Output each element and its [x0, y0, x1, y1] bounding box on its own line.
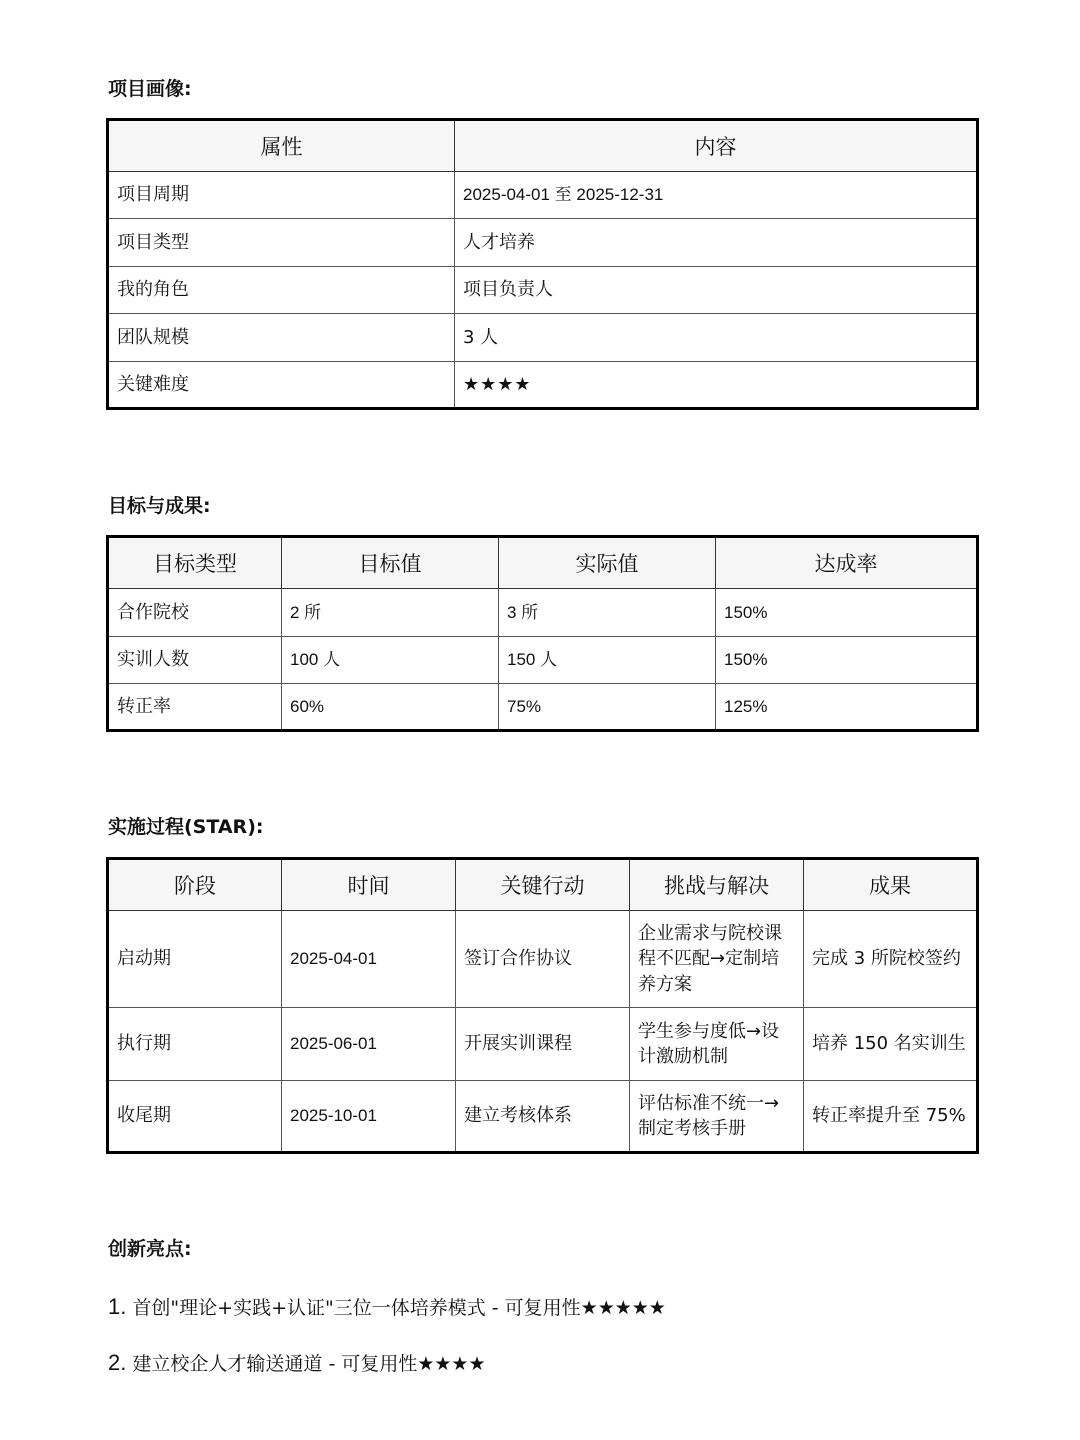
table-row — [108, 1081, 978, 1153]
attr-cell: 团队规模 — [108, 314, 455, 362]
goal-rate-cell: 125% — [716, 684, 978, 731]
stage-cell: 执行期 — [108, 1008, 282, 1081]
table-row — [108, 362, 978, 409]
value-cell: 2025-04-01 至 2025-12-31 — [455, 172, 978, 219]
highlight-item — [108, 1352, 485, 1374]
table-row — [108, 911, 978, 1008]
goal-target-cell: 2 所 — [282, 589, 499, 637]
goal-type-cell: 实训人数 — [108, 637, 282, 684]
attr-cell: 我的角色 — [108, 267, 455, 314]
goal-target-cell: 100 人 — [282, 637, 499, 684]
goal-actual-cell: 3 所 — [499, 589, 716, 637]
attr-cell: 项目类型 — [108, 219, 455, 267]
table-header-row — [108, 120, 978, 172]
goals-section-title: 目标与成果: — [108, 495, 211, 517]
table-row — [108, 684, 978, 731]
column-header: 关键行动 — [456, 859, 630, 911]
goal-rate-cell: 150% — [716, 589, 978, 637]
table-row — [108, 589, 978, 637]
table-row — [108, 1008, 978, 1081]
column-header: 成果 — [804, 859, 978, 911]
column-header: 目标类型 — [108, 537, 282, 589]
result-cell: 转正率提升至 75% — [804, 1081, 978, 1153]
challenge-cell: 评估标准不统一→制定考核手册 — [630, 1081, 804, 1153]
table-header-row — [108, 859, 978, 911]
goal-actual-cell: 150 人 — [499, 637, 716, 684]
column-header: 实际值 — [499, 537, 716, 589]
difficulty-stars: ★★★★ — [455, 362, 978, 409]
table-header-row — [108, 537, 978, 589]
table-row — [108, 267, 978, 314]
goal-type-cell: 转正率 — [108, 684, 282, 731]
stage-cell: 启动期 — [108, 911, 282, 1008]
date-cell: 2025-06-01 — [282, 1008, 456, 1081]
process-section-title: 实施过程(STAR): — [108, 816, 264, 838]
goals-table — [106, 535, 979, 732]
column-header: 达成率 — [716, 537, 978, 589]
date-cell: 2025-10-01 — [282, 1081, 456, 1153]
attr-cell: 项目周期 — [108, 172, 455, 219]
goal-target-cell: 60% — [282, 684, 499, 731]
result-cell: 完成 3 所院校签约 — [804, 911, 978, 1008]
stage-cell: 收尾期 — [108, 1081, 282, 1153]
challenge-cell: 学生参与度低→设计激励机制 — [630, 1008, 804, 1081]
column-header: 属性 — [108, 120, 455, 172]
goal-actual-cell: 75% — [499, 684, 716, 731]
innovation-section-title: 创新亮点: — [108, 1238, 192, 1260]
highlight-text: 首创"理论+实践+认证"三位一体培养模式 - 可复用性★★★★★ — [132, 1297, 666, 1319]
column-header: 时间 — [282, 859, 456, 911]
challenge-cell: 企业需求与院校课程不匹配→定制培养方案 — [630, 911, 804, 1008]
result-cell: 培养 150 名实训生 — [804, 1008, 978, 1081]
value-cell: 3 人 — [455, 314, 978, 362]
column-header: 阶段 — [108, 859, 282, 911]
column-header: 挑战与解决 — [630, 859, 804, 911]
profile-section-title: 项目画像: — [108, 78, 192, 100]
table-row — [108, 219, 978, 267]
process-table — [106, 857, 979, 1154]
table-row — [108, 314, 978, 362]
column-header: 目标值 — [282, 537, 499, 589]
highlight-number: 1. — [108, 1294, 127, 1319]
table-row — [108, 172, 978, 219]
highlight-item — [108, 1296, 666, 1318]
highlight-number: 2. — [108, 1350, 127, 1375]
action-cell: 签订合作协议 — [456, 911, 630, 1008]
date-cell: 2025-04-01 — [282, 911, 456, 1008]
value-cell: 项目负责人 — [455, 267, 978, 314]
value-cell: 人才培养 — [455, 219, 978, 267]
goal-type-cell: 合作院校 — [108, 589, 282, 637]
table-row — [108, 637, 978, 684]
goal-rate-cell: 150% — [716, 637, 978, 684]
action-cell: 建立考核体系 — [456, 1081, 630, 1153]
action-cell: 开展实训课程 — [456, 1008, 630, 1081]
highlight-text: 建立校企人才输送通道 - 可复用性★★★★ — [132, 1353, 486, 1375]
profile-table — [106, 118, 979, 410]
attr-cell: 关键难度 — [108, 362, 455, 409]
column-header: 内容 — [455, 120, 978, 172]
